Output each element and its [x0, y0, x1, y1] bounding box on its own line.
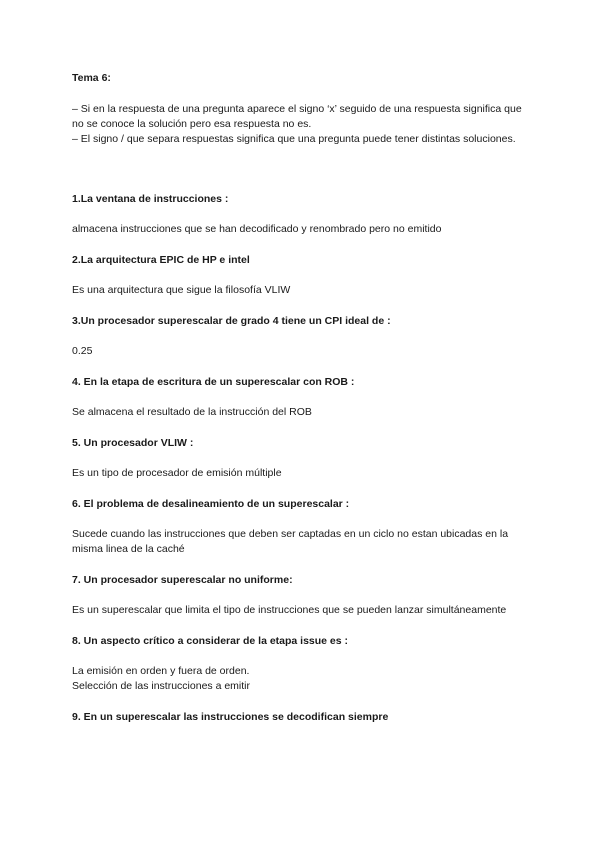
- question-item: [72, 192, 532, 237]
- answer-text: [72, 344, 532, 359]
- answer-line: Es un tipo de procesador de emisión múltiple: [72, 467, 282, 479]
- question-item: [72, 634, 532, 694]
- answer-text: [72, 527, 532, 557]
- question-text: 9. En un superescalar las instrucciones se decodifican siempre: [72, 711, 389, 723]
- question-text: 1.La ventana de instrucciones :: [72, 193, 229, 205]
- question-text: 8. Un aspecto crítico a considerar de la etapa issue es :: [72, 635, 349, 647]
- answer-line: Se almacena el resultado de la instrucción del ROB: [72, 406, 312, 418]
- document-title: Tema 6:: [72, 72, 111, 84]
- answer-line: Es una arquitectura que sigue la filosofía VLIW: [72, 284, 291, 296]
- answer-line: almacena instrucciones que se han decodificado y renombrado pero no emitido: [72, 223, 442, 235]
- question-text: 7. Un procesador superescalar no uniforme:: [72, 574, 293, 586]
- question-item: [72, 314, 532, 359]
- question-item: [72, 253, 532, 298]
- question-text: 2.La arquitectura EPIC de HP e intel: [72, 254, 250, 266]
- answer-text: [72, 664, 532, 694]
- document-content: [72, 71, 532, 724]
- question-item: [72, 710, 532, 724]
- question-text: 4. En la etapa de escritura de un superescalar con ROB :: [72, 376, 355, 388]
- answer-line: La emisión en orden y fuera de orden.: [72, 665, 250, 677]
- questions-list: [72, 192, 532, 724]
- question-text: 5. Un procesador VLIW :: [72, 437, 194, 449]
- answer-line: Es un superescalar que limita el tipo de instrucciones que se pueden lanzar simultáneamente: [72, 604, 507, 616]
- answer-text: [72, 222, 532, 237]
- answer-text: [72, 283, 532, 298]
- question-item: [72, 436, 532, 481]
- note-line: – El signo / que separa respuestas significa que una pregunta puede tener distintas soluciones.: [72, 133, 516, 145]
- notes-block: [72, 102, 532, 147]
- question-item: [72, 497, 532, 557]
- answer-line: 0.25: [72, 345, 93, 357]
- question-text: 6. El problema de desalineamiento de un superescalar :: [72, 498, 350, 510]
- answer-line: Sucede cuando las instrucciones que deben ser captadas en un ciclo no estan ubicadas en la misma linea de la caché: [72, 528, 509, 555]
- answer-line: Selección de las instrucciones a emitir: [72, 680, 250, 692]
- note-line: – Si en la respuesta de una pregunta aparece el signo ‘x’ seguido de una respuesta significa que no se conoce la solución pero esa respuesta no es.: [72, 103, 522, 130]
- question-item: [72, 375, 532, 420]
- answer-text: [72, 466, 532, 481]
- question-item: [72, 573, 532, 618]
- answer-text: [72, 405, 532, 420]
- question-text: 3.Un procesador superescalar de grado 4 tiene un CPI ideal de :: [72, 315, 391, 327]
- answer-text: [72, 603, 532, 618]
